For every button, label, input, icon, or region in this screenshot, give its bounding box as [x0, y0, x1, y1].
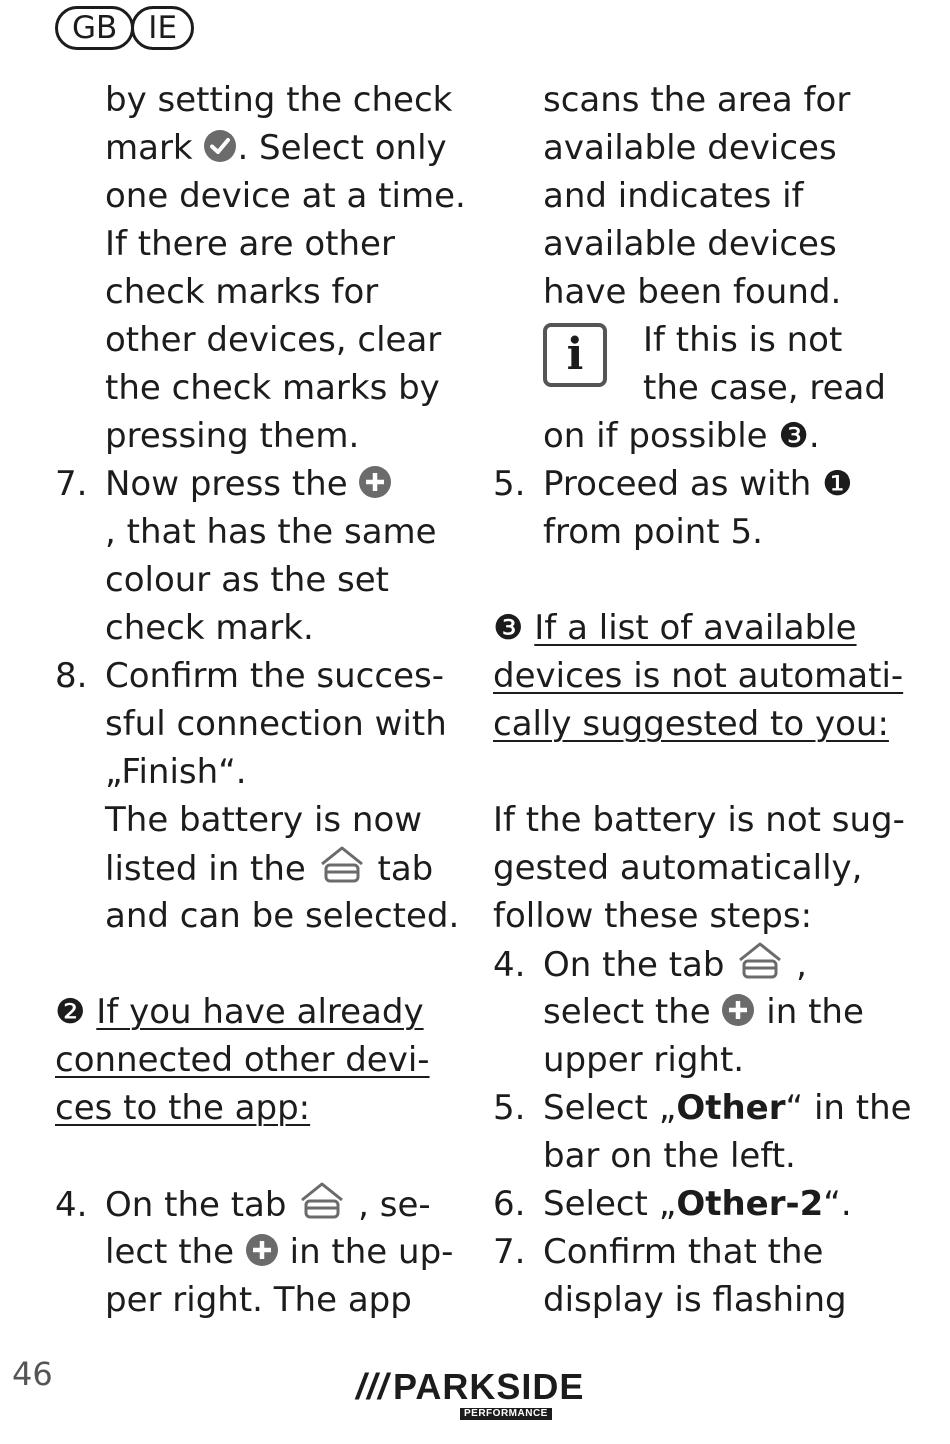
text-fragment: tab — [377, 849, 434, 889]
text-line: pressing them. — [105, 416, 360, 456]
text-line — [55, 844, 465, 892]
text-line: the check marks by — [105, 368, 440, 408]
text-fragment: in the — [766, 992, 864, 1032]
plus-circle-icon — [358, 464, 392, 512]
text-line — [55, 1228, 465, 1276]
text-line: have been found. — [543, 272, 842, 312]
bold-text: Other — [676, 1088, 786, 1128]
text-fragment: on if possible — [543, 416, 768, 456]
text-line: If the battery is not sug- — [493, 800, 905, 840]
right-column — [493, 76, 912, 1324]
left-column — [55, 76, 465, 1324]
text-fragment: lect the — [105, 1232, 234, 1272]
text-line: bar on the left. — [543, 1136, 796, 1176]
brand-subtitle: PERFORMANCE — [460, 1408, 552, 1420]
section-marker: ❶ — [822, 464, 853, 504]
text-line: „Finish“. — [105, 752, 247, 792]
check-circle-icon — [203, 128, 237, 176]
text-fragment: Select „ — [543, 1184, 677, 1224]
text-line: check marks for — [105, 272, 379, 312]
brand-slashes: /// — [356, 1366, 390, 1407]
home-tab-icon — [735, 940, 785, 993]
text-line — [493, 412, 893, 460]
step-5 — [493, 460, 893, 508]
section-heading-2 — [55, 988, 465, 1036]
heading-text: devices is not automati- — [493, 656, 904, 696]
heading-text: cally suggested to you: — [493, 704, 889, 744]
text-line: one device at a time. — [105, 176, 466, 216]
country-codes — [55, 6, 194, 50]
home-tab-icon — [297, 1180, 347, 1233]
home-tab-icon — [317, 844, 367, 897]
text-fragment: “. — [823, 1184, 852, 1224]
text-fragment: mark — [105, 128, 193, 168]
step-6 — [493, 1180, 893, 1228]
text-line: from point 5. — [543, 512, 763, 552]
section-marker: ❸ — [778, 416, 809, 456]
text-fragment: Confirm that the — [543, 1232, 824, 1272]
text-line: follow these steps: — [493, 896, 813, 936]
step-number: 5. — [493, 1088, 526, 1128]
brand-name — [356, 1366, 585, 1408]
step-number: 6. — [493, 1184, 526, 1224]
plus-circle-icon — [721, 992, 755, 1040]
text-line: upper right. — [543, 1040, 745, 1080]
text-line: check mark. — [105, 608, 314, 648]
text-fragment: , se- — [358, 1185, 431, 1225]
text-line: per right. The app — [105, 1280, 412, 1320]
text-fragment: Proceed as with — [543, 464, 812, 504]
step-4 — [493, 940, 893, 988]
text-fragment: Confirm the succes- — [105, 656, 444, 696]
text-fragment: , — [796, 945, 807, 985]
text-line: , that has the same — [105, 512, 437, 552]
text-fragment: . — [808, 416, 820, 456]
section-heading-3 — [493, 604, 893, 652]
country-code-gb: GB — [55, 6, 134, 50]
text-fragment: select the — [543, 992, 711, 1032]
text-line: colour as the set — [105, 560, 390, 600]
text-line: sful connection with — [105, 704, 447, 744]
text-line: available devices — [543, 128, 837, 168]
step-number: 7. — [55, 464, 88, 504]
country-code-ie: IE — [131, 6, 194, 50]
text-line: available devices — [543, 224, 837, 264]
heading-text: If a list of available — [534, 608, 857, 648]
text-line: If there are other — [105, 224, 395, 264]
info-icon: i — [543, 323, 607, 387]
text-fragment: On the tab — [105, 1185, 287, 1225]
text-fragment: Select „ — [543, 1088, 677, 1128]
step-8 — [55, 652, 465, 700]
page-number: 46 — [12, 1355, 53, 1393]
section-marker: ❸ — [493, 608, 524, 648]
step-number: 4. — [55, 1185, 88, 1225]
heading-text: ces to the app: — [55, 1088, 311, 1128]
text-fragment: in the up- — [289, 1232, 454, 1272]
text-line: other devices, clear — [105, 320, 442, 360]
text-line — [55, 124, 465, 172]
step-number: 8. — [55, 656, 88, 696]
bold-text: Other-2 — [676, 1184, 824, 1224]
text-line: by setting the check — [105, 80, 453, 120]
text-line: The battery is now — [105, 800, 423, 840]
heading-text: If you have already — [96, 992, 424, 1032]
step-number: 4. — [493, 945, 526, 985]
step-5 — [493, 1084, 912, 1132]
text-line: gested automatically, — [493, 848, 863, 888]
brand-text: PARKSIDE — [393, 1366, 585, 1407]
step-4 — [55, 1180, 465, 1228]
step-number: 7. — [493, 1232, 526, 1272]
text-fragment: . Select only — [237, 128, 447, 168]
text-fragment: “ in the — [785, 1088, 912, 1128]
text-line: and indicates if — [543, 176, 804, 216]
heading-text: connected other devi- — [55, 1040, 430, 1080]
brand-logo — [356, 1366, 585, 1419]
text-line: the case, read — [643, 368, 886, 408]
text-fragment: listed in the — [105, 849, 306, 889]
plus-circle-icon — [245, 1232, 279, 1280]
step-7 — [493, 1228, 893, 1276]
text-fragment: On the tab — [543, 945, 725, 985]
step-7 — [55, 460, 465, 508]
text-line: display is flashing — [543, 1280, 847, 1320]
text-line — [493, 988, 893, 1036]
text-fragment: Now press the — [105, 464, 348, 504]
text-line: scans the area for — [543, 80, 851, 120]
section-marker: ❷ — [55, 992, 86, 1032]
step-number: 5. — [493, 464, 526, 504]
text-line: and can be selected. — [105, 896, 460, 936]
text-line: If this is not — [643, 320, 843, 360]
